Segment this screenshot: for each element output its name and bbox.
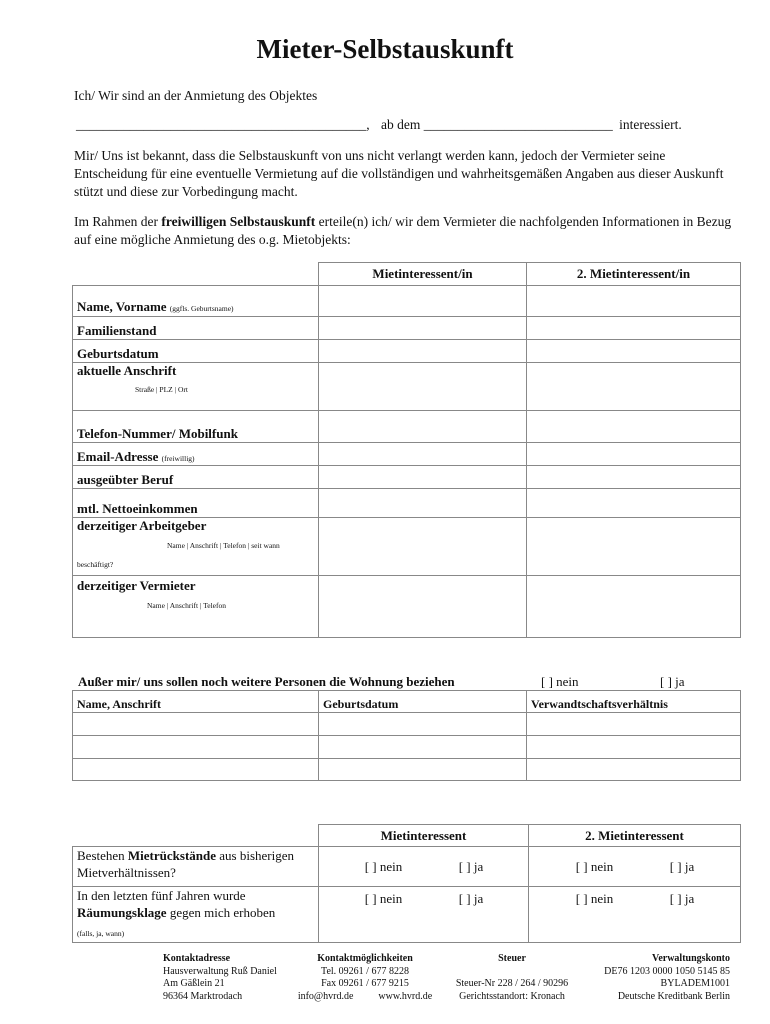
cell-name-1[interactable] <box>319 286 527 317</box>
q1-nein-checkbox-2[interactable]: [ ] nein <box>575 858 614 874</box>
q2-options-1 <box>319 887 529 943</box>
row-raeumungsklage <box>73 887 319 943</box>
q2-nein-checkbox-2[interactable]: [ ] nein <box>575 891 614 906</box>
footer-kontakt-line: 96364 Marktrodach <box>163 990 243 1002</box>
footer-kontakt-title: Kontaktadresse <box>163 953 231 964</box>
label-anschrift: aktuelle Anschrift <box>77 363 177 378</box>
cell-beruf-1[interactable] <box>319 466 527 489</box>
row-familienstand <box>73 317 319 340</box>
footer-konto-title: Verwaltungskonto <box>652 953 730 964</box>
footer-moeglich-line: Tel. 09261 / 677 8228 <box>321 965 409 977</box>
persons-question: Außer mir/ uns sollen noch weitere Personen die Wohnung beziehen <box>78 674 455 689</box>
footer-moeglich-line: Fax 09261 / 677 9215 <box>321 978 409 989</box>
row-email <box>73 443 319 466</box>
footer-moeglich-title: Kontaktmöglichkeiten <box>317 953 413 964</box>
footer-steuer-line <box>442 966 582 979</box>
q2-ja-checkbox-2[interactable]: [ ] ja <box>669 891 695 906</box>
cell-netto-2[interactable] <box>527 489 741 518</box>
col-header-2: 2. Mietinteressent <box>529 825 741 847</box>
applicant-table <box>72 262 741 638</box>
q1-ja-checkbox-1[interactable]: [ ] ja <box>458 858 484 874</box>
footer-kontakt-line: Hausverwaltung Ruß Daniel <box>163 965 277 977</box>
label-name: Name, Vorname <box>77 299 167 314</box>
note-anschrift: Straße | PLZ | Ort <box>135 385 188 394</box>
label-geburtsdatum: Geburtsdatum <box>77 346 159 361</box>
footer-kontakt <box>163 953 293 1003</box>
cell-vermieter-1[interactable] <box>319 576 527 638</box>
footer-steuer-line: Steuer-Nr 228 / 264 / 90296 <box>455 978 569 989</box>
footer-steuer-line: Gerichtsstandort: Kronach <box>459 990 565 1002</box>
table-row[interactable] <box>73 736 319 759</box>
label-familienstand: Familienstand <box>77 323 157 338</box>
cell-geburtsdatum-2[interactable] <box>527 340 741 363</box>
cell-vermieter-2[interactable] <box>527 576 741 638</box>
table-row[interactable] <box>319 736 527 759</box>
history-table <box>72 824 741 943</box>
footer-steuer-title: Steuer <box>498 953 526 964</box>
cell-arbeitgeber-1[interactable] <box>319 518 527 576</box>
date-blank[interactable]: ____________________________ <box>423 117 613 132</box>
footer-kontaktmoeglichkeiten <box>290 953 440 1003</box>
footer-konto-line: DE76 1203 0000 1050 5145 85 <box>604 965 730 977</box>
interessiert-label: interessiert. <box>619 117 682 132</box>
q2-ja-checkbox-1[interactable]: [ ] ja <box>458 891 484 906</box>
footer-konto-line: Deutsche Kreditbank Berlin <box>617 990 730 1002</box>
footer-konto-line: BYLADEM1001 <box>660 978 730 989</box>
persons-header-geburtsdatum: Geburtsdatum <box>319 691 527 713</box>
paragraph-2-text-end: erteile(n) ich/ wir dem Vermieter die nachfolgenden Informationen in Bezug auf eine mögliche Anmietung des o.g. Mietobjekts: <box>74 214 732 247</box>
cell-name-2[interactable] <box>527 286 741 317</box>
row-anschrift <box>73 363 319 411</box>
intro-line: Ich/ Wir sind an der Anmietung des Objektes <box>74 88 318 103</box>
row-beruf <box>73 466 319 489</box>
object-blank[interactable]: ___________________________________________, <box>76 117 370 132</box>
cell-netto-1[interactable] <box>319 489 527 518</box>
footer-kontakt-line: Am Gäßlein 21 <box>163 978 225 989</box>
col-header-2: 2. Mietinteressent/in <box>527 263 741 286</box>
q2-text: In den letzten fünf Jahren wurde <box>77 888 246 903</box>
note-name: (ggfls. Geburtsname) <box>169 304 234 313</box>
q1-options-1 <box>319 847 529 887</box>
persons-nein-checkbox[interactable]: [ ] nein <box>541 674 579 689</box>
table-row[interactable] <box>73 759 319 781</box>
cell-telefon-1[interactable] <box>319 411 527 443</box>
cell-email-2[interactable] <box>527 443 741 466</box>
cell-arbeitgeber-2[interactable] <box>527 518 741 576</box>
q1-nein-checkbox-1[interactable]: [ ] nein <box>364 858 403 874</box>
empty-header-cell <box>73 825 319 847</box>
q2-text-end: gegen mich erhoben <box>166 905 276 920</box>
q2-note: (falls, ja, wann) <box>77 929 125 938</box>
cell-familienstand-2[interactable] <box>527 317 741 340</box>
label-vermieter: derzeitiger Vermieter <box>77 578 196 593</box>
ab-dem-label: ab dem <box>381 117 421 132</box>
table-row[interactable] <box>527 759 741 781</box>
note-arbeitgeber: Name | Anschrift | Telefon | seit wann <box>167 541 280 550</box>
table-row[interactable] <box>527 736 741 759</box>
label-email: Email-Adresse <box>77 449 159 464</box>
cell-email-1[interactable] <box>319 443 527 466</box>
col-header-1: Mietinteressent/in <box>319 263 527 286</box>
label-netto: mtl. Nettoeinkommen <box>77 501 198 516</box>
cell-anschrift-2[interactable] <box>527 363 741 411</box>
table-row[interactable] <box>73 713 319 736</box>
footer-steuer <box>442 953 582 1003</box>
label-arbeitgeber: derzeitiger Arbeitgeber <box>77 518 207 533</box>
footer-konto <box>580 953 730 1003</box>
paragraph-1: Mir/ Uns ist bekannt, dass die Selbstauskunft von uns nicht verlangt werden kann, jedoch der Vermieter seine Entscheidung für eine eventuelle Vermietung auf die vollständigen und wahrheitsgemäßen Angaben aus dieser Auskunft stützt und diese zur Vorbedingung macht. <box>74 148 724 199</box>
table-row[interactable] <box>319 759 527 781</box>
row-telefon <box>73 411 319 443</box>
persons-header-verwandtschaft: Verwandtschaftsverhältnis <box>527 691 741 713</box>
q1-options-2 <box>529 847 741 887</box>
cell-anschrift-1[interactable] <box>319 363 527 411</box>
q2-nein-checkbox-1[interactable]: [ ] nein <box>364 891 403 906</box>
note-arbeitgeber-2: beschäftigt? <box>77 560 114 569</box>
q1-text-end: aus bisherigen Mietverhältnissen? <box>77 848 294 880</box>
empty-header-cell <box>73 263 319 286</box>
persons-header-name: Name, Anschrift <box>73 691 319 713</box>
q1-bold: Mietrückstände <box>127 848 217 863</box>
footer-moeglich-line[interactable]: info@hvrd.de www.hvrd.de <box>297 990 433 1002</box>
cell-beruf-2[interactable] <box>527 466 741 489</box>
row-netto <box>73 489 319 518</box>
row-arbeitgeber <box>73 518 319 576</box>
row-vermieter <box>73 576 319 638</box>
cell-telefon-2[interactable] <box>527 411 741 443</box>
q1-ja-checkbox-2[interactable]: [ ] ja <box>669 858 695 874</box>
note-email: (freiwillig) <box>161 454 195 463</box>
cell-familienstand-1[interactable] <box>319 317 527 340</box>
row-geburtsdatum <box>73 340 319 363</box>
q2-bold: Räumungsklage <box>77 905 167 920</box>
table-row[interactable] <box>527 713 741 736</box>
paragraph-2 <box>74 213 738 249</box>
page-title: Mieter-Selbstauskunft <box>256 34 514 64</box>
persons-table <box>72 690 741 781</box>
q2-options-2 <box>529 887 741 943</box>
label-beruf: ausgeübter Beruf <box>77 472 174 487</box>
paragraph-2-text: Im Rahmen der <box>74 214 162 229</box>
table-row[interactable] <box>319 713 527 736</box>
cell-geburtsdatum-1[interactable] <box>319 340 527 363</box>
note-vermieter: Name | Anschrift | Telefon <box>147 601 226 610</box>
object-line <box>76 116 736 134</box>
label-telefon: Telefon-Nummer/ Mobilfunk <box>77 426 238 441</box>
col-header-1: Mietinteressent <box>319 825 529 847</box>
row-name <box>73 286 319 317</box>
persons-ja-checkbox[interactable]: [ ] ja <box>660 674 685 689</box>
q1-text: Bestehen <box>77 848 128 863</box>
paragraph-2-bold: freiwilligen Selbstauskunft <box>161 214 316 229</box>
row-mietrueckstaende <box>73 847 319 887</box>
